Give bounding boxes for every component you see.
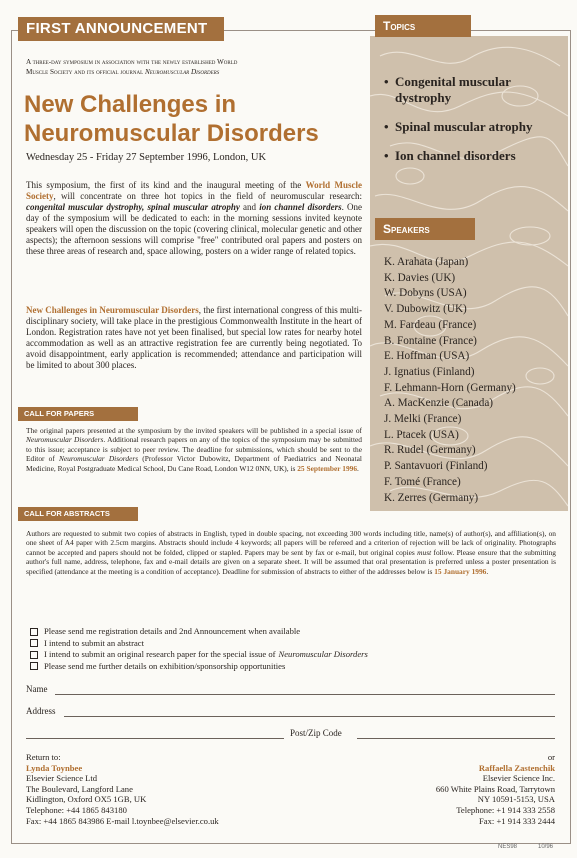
intro-text-1: This symposium, the first of its kind and the inaugural meeting of the	[26, 180, 306, 190]
contact-name: Raffaella Zastenchik	[478, 762, 555, 773]
papers-text-4: .	[357, 463, 359, 473]
subtitle-line1: A three-day symposium in association with the newly established World	[26, 58, 238, 66]
option-label: Please send me registration details and 2nd Announcement when available	[44, 626, 301, 636]
intro-topics: congenital muscular dystrophy, spinal muscular atrophy	[26, 202, 240, 212]
address-label: Address	[26, 706, 56, 716]
address-line: Fax: +1 914 333 2444	[479, 815, 555, 826]
congress-name: New Challenges in Neuromuscular Disorders	[26, 305, 199, 315]
address-line: The Boulevard, Langford Lane	[26, 783, 133, 794]
topic-item: • Congenital muscular dystrophy	[384, 74, 564, 106]
speaker-item: K. Davies (UK)	[384, 271, 456, 284]
speaker-item: M. Fardeau (France)	[384, 318, 477, 331]
name-field[interactable]	[55, 694, 555, 695]
papers-text-3: (Professor Victor Dubowitz, Department of Paediatrics and Neonatal Medicine, Royal Postgraduate Medical School, Du Cane Road, London W12 0NN, UK), is	[26, 454, 362, 473]
speaker-item: R. Rudel (Germany)	[384, 444, 476, 457]
speaker-item: W. Dobyns (USA)	[384, 287, 467, 300]
option-label: I intend to submit an original research paper for the special issue of	[44, 649, 276, 659]
title-line1: New Challenges in	[24, 91, 237, 118]
first-announcement-banner: FIRST ANNOUNCEMENT	[18, 17, 224, 41]
speaker-item: A. MacKenzie (Canada)	[384, 397, 494, 410]
topic-item: • Ion channel disorders	[384, 148, 564, 164]
intro-text-2: , will concentrate on three hot topics in the field of neuromuscular research:	[53, 191, 362, 201]
call-for-papers-text	[26, 426, 362, 473]
event-date: Wednesday 25 - Friday 27 September 1996, London, UK	[26, 152, 267, 163]
return-address-us	[436, 752, 555, 826]
name-label: Name	[26, 684, 48, 694]
speaker-item: F. Lehmann-Horn (Germany)	[384, 381, 516, 394]
speaker-item: K. Arahata (Japan)	[384, 256, 469, 268]
speaker-item: J. Melki (France)	[384, 413, 462, 426]
option-label: Please send me further details on exhibition/sponsorship opportunities	[44, 660, 286, 671]
address-line: Elsevier Science Ltd	[26, 773, 98, 784]
address-line: Kidlington, Oxford OX5 1GB, UK	[26, 794, 147, 805]
intro-paragraph	[26, 180, 362, 257]
intro-text-3: and	[239, 202, 260, 212]
call-for-papers-heading: CALL FOR PAPERS	[18, 407, 138, 421]
checkbox[interactable]	[30, 662, 38, 670]
speakers-list	[384, 255, 516, 506]
option-exhibition[interactable]	[30, 661, 368, 673]
papers-text-1: The original papers presented at the symposium by the invited speakers will be published in a special issue of	[26, 426, 362, 435]
page-title	[24, 90, 364, 148]
footer-code: NES98	[498, 844, 518, 850]
speaker-item: B. Fontaine (France)	[384, 334, 477, 347]
speaker-item: E. Hoffman (USA)	[384, 350, 470, 363]
options-checklist	[30, 626, 368, 672]
address-line: Telephone: +44 1865 843180	[26, 804, 127, 815]
address-field-line2[interactable]	[26, 738, 284, 739]
address-line: Telephone: +1 914 333 2558	[456, 804, 555, 815]
speaker-item: L. Ptacek (USA)	[384, 428, 459, 441]
society-name: World Muscle Society	[26, 180, 362, 201]
call-for-abstracts-heading: CALL FOR ABSTRACTS	[18, 507, 138, 521]
topics-heading: Topics	[375, 15, 471, 37]
topic-item: • Spinal muscular atrophy	[384, 119, 564, 135]
speaker-item: K. Zerres (Germany)	[384, 491, 479, 504]
address-field[interactable]	[64, 716, 555, 717]
papers-text-2: . Additional research papers on any of the topics of the symposium may be submitted to this issue; acceptance is subject to peer review. The deadline for submissions, which should be sent to the Editor of	[26, 435, 362, 464]
postcode-field[interactable]	[357, 738, 555, 739]
option-abstract[interactable]	[30, 638, 368, 650]
address-line: 660 White Plains Road, Tarrytown	[435, 783, 555, 794]
address-line: Elsevier Science Inc.	[482, 773, 555, 784]
option-journal: Neuromuscular Disorders	[278, 649, 368, 659]
address-line: NY 10591-5153, USA	[477, 794, 555, 805]
intro-text-4: . One day of the symposium will be dedicated to each: in the morning sessions invited keynote speakers will open the discussion on the topic (covering clinical, molecular genetic and other aspects); the afternoon sessions will comprise "free" contributed oral papers and posters on these three areas of research and, space allowing, posters on a wider range of related topics.	[26, 202, 362, 256]
speaker-item: J. Ignatius (Finland)	[384, 365, 475, 378]
call-for-abstracts-text	[26, 529, 556, 576]
intro-topics-2: ion channel disorders	[259, 202, 342, 212]
topics-list	[384, 74, 564, 177]
papers-journal-2: Neuromuscular Disorders	[58, 454, 139, 464]
subtitle-journal: Neuromuscular Disorders	[144, 68, 220, 76]
address-line: Fax: +44 1865 843986 E-mail l.toynbee@elsevier.co.uk	[26, 815, 219, 826]
papers-deadline: 25 September 1996	[297, 463, 358, 473]
speaker-item: F. Tomé (France)	[384, 475, 461, 488]
congress-text: , the first international congress of this multi-disciplinary society, will take place in the prestigious Commonwealth Institute in the heart of London. Registration rates have not yet been finalised, but special low rates for nearby hotel accommodation as well as an attractive registration fee are currently being negotiated. To avoid disappointment, early application is recommended; attendance and participation will be limited to about 300 places.	[26, 305, 362, 370]
papers-journal: Neuromuscular Disorders	[26, 435, 104, 445]
abstracts-text-2: follow. Please ensure that the submitting author's full name, address, telephone, fax and e-mail details are given on a separate sheet. It will be assumed that oral presentation is preferred unless a poster presentation is specified (attendance at the meeting is a condition of acceptance). Deadline for submission of abstracts to either of the addresses below is	[26, 547, 556, 576]
contact-name: Lynda Toynbee	[26, 762, 83, 773]
symposium-subtitle	[26, 57, 366, 77]
return-to-label: Return to:	[26, 752, 61, 762]
congress-paragraph	[26, 305, 362, 371]
speakers-heading: Speakers	[375, 218, 475, 240]
checkbox[interactable]	[30, 651, 38, 659]
speaker-item: V. Dubowitz (UK)	[384, 303, 467, 316]
speaker-item: P. Santavuori (Finland)	[384, 460, 488, 473]
footer-date-code: 10/96	[538, 844, 554, 850]
abstracts-must: must	[417, 547, 432, 557]
option-research-paper[interactable]	[30, 649, 368, 661]
subtitle-line2: Muscle Society and its official journal	[26, 68, 145, 76]
abstracts-text-3: .	[486, 566, 489, 576]
abstracts-text-1: Authors are requested to submit two copies of abstracts in English, typed in double spacing, not exceeding 300 words including title, name(s) of author(s), and affiliation(s), on one sheet of A4 paper with 2.5cm margins. Abstracts should include 4 keywords; all papers will be refereed and a criterion of rejection will be lack of originality. Photographs cannot be accepted and papers should not be folded, clipped or stapled. Papers may be sent by fax or e-mail, but original copies	[26, 529, 556, 557]
postcode-label: Post/Zip Code	[290, 728, 342, 738]
checkbox[interactable]	[30, 628, 38, 636]
return-address-uk	[26, 752, 219, 826]
option-label: I intend to submit an abstract	[44, 637, 144, 648]
option-registration[interactable]	[30, 626, 368, 638]
abstracts-deadline: 15 January 1996	[434, 566, 487, 576]
title-line2: Neuromuscular Disorders	[24, 120, 319, 147]
or-label: or	[547, 752, 555, 762]
checkbox[interactable]	[30, 639, 38, 647]
